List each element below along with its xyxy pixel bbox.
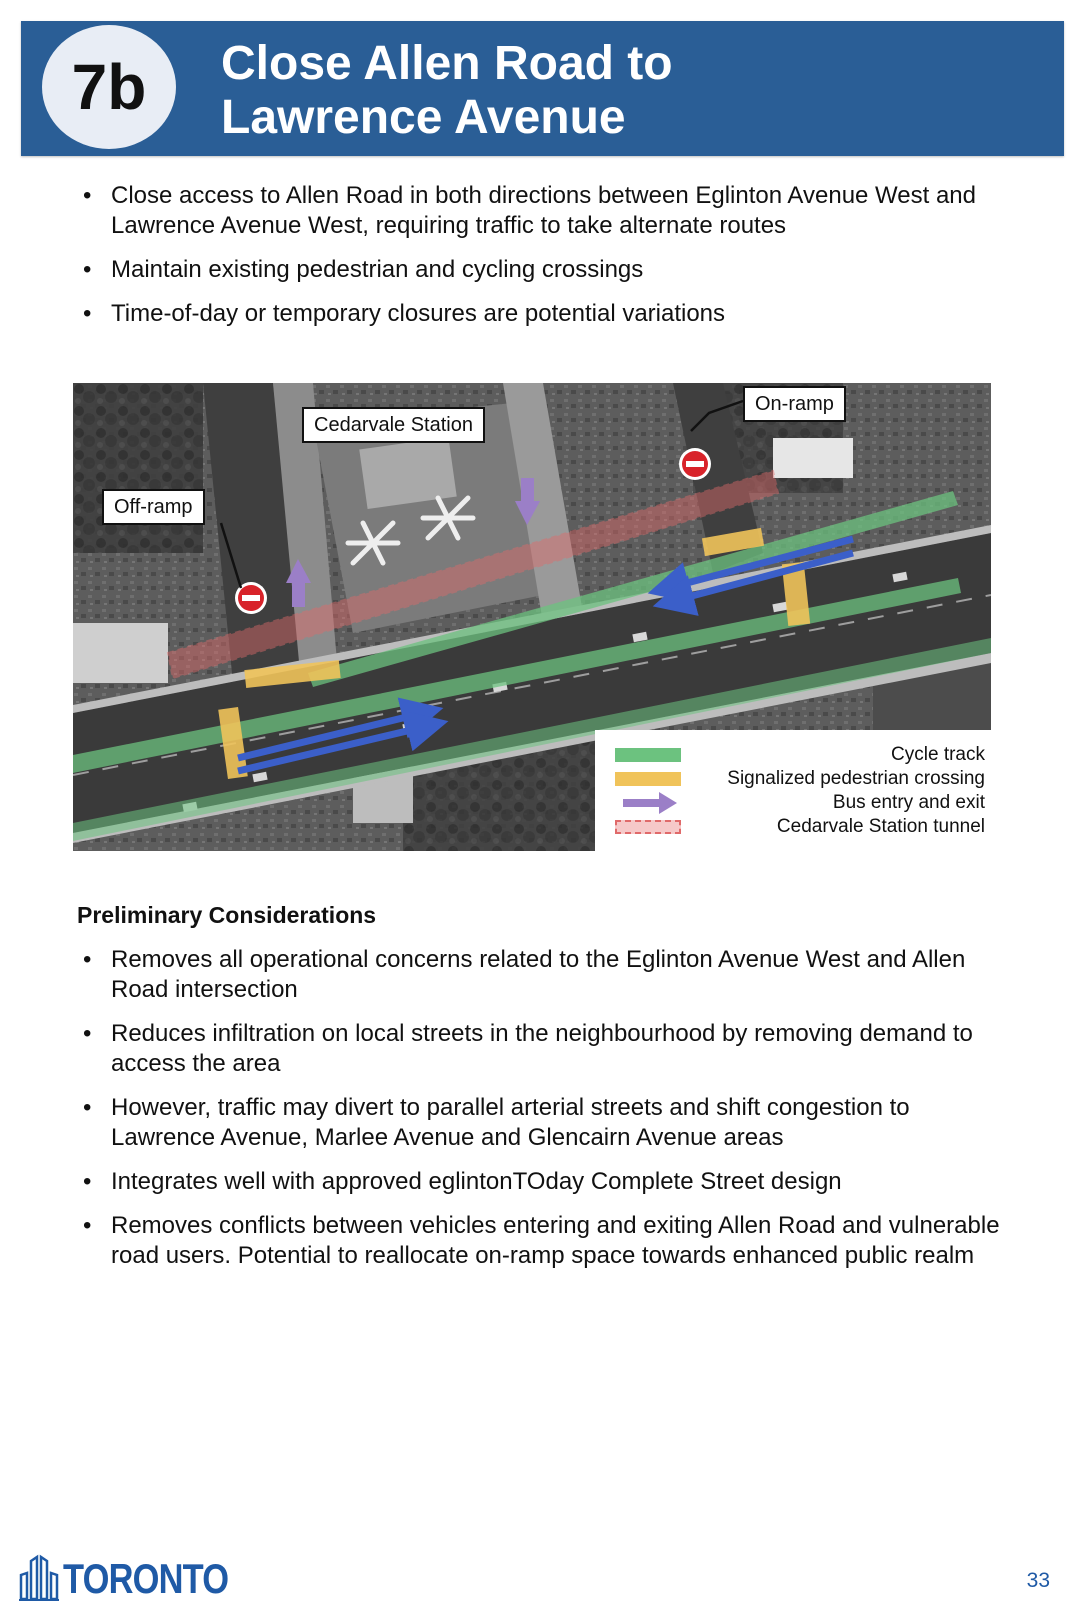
legend-swatch-tunnel (615, 820, 681, 834)
consideration-bullet: • Reduces infiltration on local streets in the neighbourhood by removing demand to access the area (80, 1019, 1000, 1079)
callout-on-ramp-label: On-ramp (755, 393, 834, 415)
legend-label: Bus entry and exit (832, 792, 985, 813)
legend-row-cycle-track (615, 744, 985, 766)
intro-bullet: • Time-of-day or temporary closures are potential variations (80, 299, 1000, 329)
toronto-wordmark: TORONTO (63, 1555, 229, 1602)
considerations-bullet-list (80, 945, 1000, 1285)
map-legend (595, 730, 991, 851)
callout-off-ramp (102, 489, 205, 525)
consideration-bullet: • Integrates well with approved eglintonTOday Complete Street design (80, 1167, 1000, 1197)
legend-row-ped-crossing (615, 768, 985, 790)
legend-label: Signalized pedestrian crossing (727, 768, 985, 789)
consideration-bullet: • Removes conflicts between vehicles entering and exiting Allen Road and vulnerable road users. Potential to reallocate on-ramp space towards enhanced public realm (80, 1211, 1000, 1271)
aerial-map (73, 383, 991, 851)
title-banner (21, 21, 1064, 156)
legend-row-bus (615, 792, 985, 814)
legend-bus-arrow-icon (615, 792, 681, 814)
section-badge: 7b (42, 25, 176, 149)
consideration-bullet: • However, traffic may divert to parallel arterial streets and shift congestion to Lawrence Avenue, Marlee Avenue and Glencairn Avenue areas (80, 1093, 1000, 1153)
callout-off-ramp-label: Off-ramp (114, 496, 193, 518)
page-title (221, 37, 673, 145)
considerations-heading: Preliminary Considerations (77, 902, 377, 928)
city-hall-icon (19, 1553, 59, 1601)
title-line-2: Lawrence Avenue (221, 91, 626, 144)
legend-row-tunnel (615, 816, 985, 838)
intro-bullet-list (80, 181, 1000, 343)
page-number: 33 (1026, 1569, 1050, 1592)
callout-cedarvale-label: Cedarvale Station (314, 414, 473, 436)
intro-bullet: • Close access to Allen Road in both directions between Eglinton Avenue West and Lawrence Avenue West, requiring traffic to take alternate routes (80, 181, 1000, 241)
legend-swatch-cycle-track (615, 748, 681, 762)
callout-on-ramp (743, 386, 846, 422)
callout-cedarvale-station (302, 407, 485, 443)
consideration-bullet: • Removes all operational concerns related to the Eglinton Avenue West and Allen Road intersection (80, 945, 1000, 1005)
legend-swatch-ped-crossing (615, 772, 681, 786)
no-entry-icon (679, 448, 711, 480)
legend-label: Cycle track (891, 744, 985, 765)
intro-bullet: • Maintain existing pedestrian and cycling crossings (80, 255, 1000, 285)
toronto-logo (19, 1551, 264, 1601)
title-line-1: Close Allen Road to (221, 37, 673, 90)
legend-label: Cedarvale Station tunnel (776, 816, 985, 837)
